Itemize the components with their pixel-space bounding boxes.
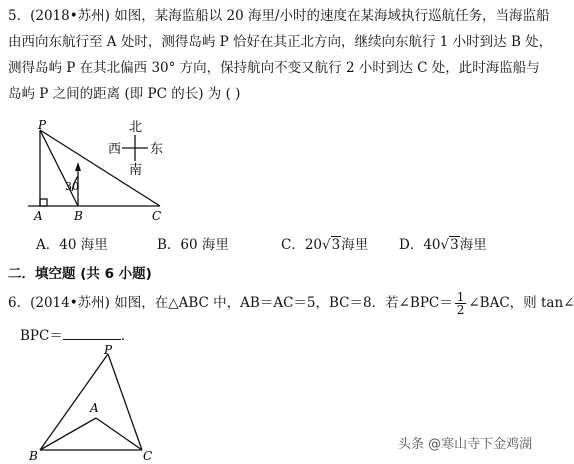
q6-figure xyxy=(28,343,158,463)
compass-north: 北 xyxy=(129,120,143,135)
compass-east: 东 xyxy=(150,142,164,157)
watermark: 头条 @寒山寺下金鸡湖 xyxy=(398,437,533,452)
label-c: C xyxy=(143,449,153,463)
q5-line-1: 5．(2018•苏州) 如图，某海监船以 20 海里/小时的速度在某海域执行巡航任务，当海监船 xyxy=(8,8,550,24)
label-b: B xyxy=(29,449,38,463)
option-c: C．20√3海里 xyxy=(281,237,369,253)
segment-ac xyxy=(96,418,142,450)
segment-pc xyxy=(108,354,142,450)
q5-line-4: 岛屿 P 之间的距离 (即 PC 的长) 为 ( ) xyxy=(8,86,241,102)
label-p: P xyxy=(38,118,47,132)
right-angle-mark xyxy=(40,199,47,206)
answer-blank xyxy=(63,327,121,340)
option-d: D．40√3海里 xyxy=(399,237,487,253)
label-c: C xyxy=(152,209,162,223)
compass-south: 南 xyxy=(129,163,143,178)
option-b: B．60 海里 xyxy=(157,237,229,253)
north-arrowhead xyxy=(75,162,81,171)
fraction-half: $\frac{1}{2}$ xyxy=(456,290,465,317)
label-p: P xyxy=(104,343,113,357)
q5-figure xyxy=(26,118,216,222)
label-a: A xyxy=(34,209,43,223)
segment-ab xyxy=(40,418,96,450)
section-heading: 二．填空题 (共 6 小题) xyxy=(8,266,152,282)
option-a: A．40 海里 xyxy=(36,237,108,253)
compass-rose xyxy=(122,135,148,161)
q5-line-2: 由西向东航行至 A 处时，测得岛屿 P 恰好在其正北方向，继续向东航行 1 小时到达 B 处， xyxy=(8,34,553,50)
q6-line-1: 6．(2014•苏州) 如图，在△ABC 中，AB＝AC＝5，BC＝8．若∠BPC＝ $\frac{1}{2}$ ∠BAC，则 tan∠ xyxy=(8,290,574,317)
compass-west: 西 xyxy=(108,142,122,157)
q5-line-3: 测得岛屿 P 在其北偏西 30° 方向，保持航向不变又航行 2 小时到达 C 处，此时海监船与 xyxy=(8,60,540,76)
label-b: B xyxy=(74,209,83,223)
q6-line-2: BPC＝ ． xyxy=(20,328,135,344)
label-angle-30: 30 xyxy=(65,180,79,193)
label-a: A xyxy=(90,401,99,415)
